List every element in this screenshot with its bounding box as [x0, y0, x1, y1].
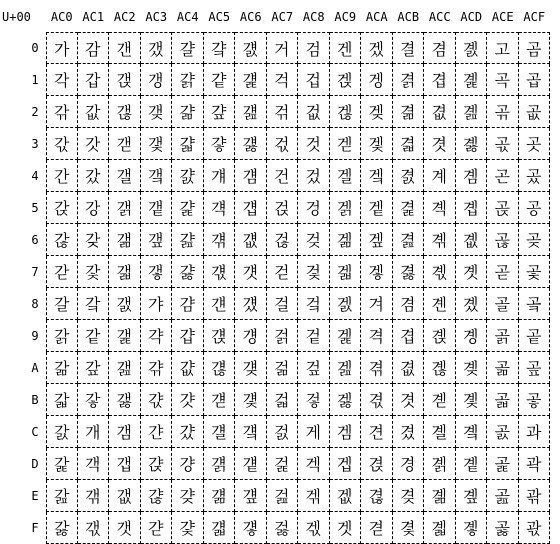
column-header: AC2 [113, 10, 136, 24]
glyph-cell: 갏 [46, 512, 78, 544]
glyph-cell: 갫 [109, 384, 141, 416]
row-header: 2 [31, 105, 39, 119]
column-header: AC6 [239, 10, 262, 24]
glyph-cell: 갓 [78, 128, 110, 160]
glyph-cell: 겻 [424, 128, 456, 160]
glyph-cell: 곪 [487, 352, 519, 384]
glyph-cell: 곕 [456, 192, 488, 224]
glyph-cell: 겘 [330, 288, 362, 320]
glyph-cell: 겻 [393, 384, 425, 416]
glyph-cell: 갧 [109, 256, 141, 288]
glyph-cell: 겔 [330, 160, 362, 192]
row-header: A [31, 361, 39, 375]
glyph-cell: 겎 [298, 480, 330, 512]
glyph-cell: 갲 [141, 96, 173, 128]
glyph-cell: 건 [267, 160, 299, 192]
glyph-cell: 곫 [487, 384, 519, 416]
glyph-cell: 곜 [456, 416, 488, 448]
glyph-cell: 갪 [109, 352, 141, 384]
glyph-cell: 걹 [267, 320, 299, 352]
glyph-cell: 겤 [361, 160, 393, 192]
glyph-cell: 걆 [172, 224, 204, 256]
glyph-cell: 걱 [267, 64, 299, 96]
glyph-cell: 갍 [46, 448, 78, 480]
glyph-cell: 갉 [46, 320, 78, 352]
glyph-cell: 곔 [456, 160, 488, 192]
glyph-cell: 곦 [487, 224, 519, 256]
glyph-cell: 갡 [109, 64, 141, 96]
glyph-cell: 걛 [204, 384, 236, 416]
glyph-cell: 겷 [393, 256, 425, 288]
glyph-cell: 곹 [519, 320, 551, 352]
glyph-cell: 골 [487, 288, 519, 320]
glyph-cell: 갅 [46, 192, 78, 224]
glyph-cell: 걦 [235, 224, 267, 256]
glyph-cell: 겿 [393, 512, 425, 544]
glyph-cell: 갠 [109, 32, 141, 64]
column-header: ACD [460, 10, 483, 24]
glyph-cell: 걑 [204, 64, 236, 96]
row-header: 8 [31, 297, 39, 311]
glyph-cell: 겧 [361, 256, 393, 288]
glyph-cell: 겶 [393, 224, 425, 256]
glyph-cell: 걀 [172, 32, 204, 64]
glyph-cell: 갻 [141, 384, 173, 416]
glyph-cell: 걖 [204, 224, 236, 256]
glyph-cell: 곇 [424, 256, 456, 288]
glyph-cell: 걌 [172, 416, 204, 448]
glyph-cell: 겹 [393, 320, 425, 352]
glyph-cell: 것 [298, 128, 330, 160]
glyph-cell: 갴 [141, 160, 173, 192]
glyph-cell: 걔 [204, 160, 236, 192]
glyph-cell: 갩 [109, 320, 141, 352]
glyph-cell: 갥 [109, 192, 141, 224]
glyph-cell: 걃 [172, 128, 204, 160]
glyph-cell: 강 [78, 192, 110, 224]
glyph-cell: 겁 [298, 64, 330, 96]
glyph-cell: 걪 [235, 352, 267, 384]
row-header: 6 [31, 233, 39, 247]
column-header: AC4 [176, 10, 199, 24]
glyph-cell: 겖 [330, 224, 362, 256]
glyph-cell: 겛 [330, 384, 362, 416]
glyph-cell: 갋 [46, 384, 78, 416]
row-header: 0 [31, 41, 39, 55]
glyph-cell: 겦 [361, 224, 393, 256]
glyph-cell: 걏 [172, 512, 204, 544]
row-header: 5 [31, 201, 39, 215]
glyph-cell: 곷 [519, 256, 551, 288]
glyph-cell: 곛 [456, 384, 488, 416]
glyph-cell: 겢 [361, 96, 393, 128]
glyph-cell: 겪 [361, 352, 393, 384]
glyph-cell: 곞 [456, 480, 488, 512]
glyph-cell: 걝 [204, 448, 236, 480]
glyph-cell: 걘 [204, 288, 236, 320]
glyph-cell: 게 [298, 416, 330, 448]
glyph-cell: 걊 [172, 352, 204, 384]
row-header: 3 [31, 137, 39, 151]
glyph-cell: 걶 [267, 224, 299, 256]
glyph-cell: 걂 [172, 96, 204, 128]
glyph-cell: 갹 [141, 320, 173, 352]
glyph-cell: 겱 [393, 64, 425, 96]
glyph-cell: 겒 [330, 96, 362, 128]
glyph-cell: 갔 [78, 160, 110, 192]
glyph-cell: 겓 [330, 128, 362, 160]
glyph-cell: 겉 [298, 320, 330, 352]
glyph-cell: 갦 [109, 224, 141, 256]
row-header: 7 [31, 265, 39, 279]
glyph-cell: 곴 [519, 160, 551, 192]
glyph-cell: 갂 [46, 96, 78, 128]
glyph-cell: 가 [46, 32, 78, 64]
glyph-cell: 겡 [361, 64, 393, 96]
column-header: ACE [491, 10, 514, 24]
glyph-cell: 겺 [393, 352, 425, 384]
glyph-cell: 감 [78, 32, 110, 64]
glyph-cell: 갤 [109, 160, 141, 192]
glyph-cell: 격 [361, 320, 393, 352]
glyph-cell: 곭 [487, 448, 519, 480]
glyph-cell: 겐 [330, 32, 362, 64]
glyph-cell: 걾 [267, 480, 299, 512]
glyph-cell: 갎 [46, 480, 78, 512]
glyph-cell: 곲 [519, 96, 551, 128]
glyph-cell: 갸 [141, 288, 173, 320]
glyph-cell: 겠 [361, 32, 393, 64]
glyph-cell: 갿 [141, 512, 173, 544]
glyph-cell: 걭 [235, 448, 267, 480]
glyph-cell: 곺 [519, 352, 551, 384]
glyph-cell: 걠 [235, 32, 267, 64]
glyph-cell: 갾 [141, 480, 173, 512]
glyph-cell: 겴 [393, 160, 425, 192]
glyph-cell: 걈 [172, 288, 204, 320]
glyph-cell: 고 [487, 32, 519, 64]
glyph-cell: 갗 [78, 256, 110, 288]
glyph-cell: 겏 [298, 512, 330, 544]
glyph-cell: 곾 [519, 480, 551, 512]
glyph-cell: 걐 [204, 32, 236, 64]
glyph-cell: 겋 [298, 384, 330, 416]
glyph-cell: 걽 [267, 448, 299, 480]
glyph-cell: 겕 [330, 192, 362, 224]
glyph-cell: 값 [78, 96, 110, 128]
glyph-cell: 걣 [235, 128, 267, 160]
glyph-cell: 곤 [487, 160, 519, 192]
glyph-cell: 겸 [424, 32, 456, 64]
row-header: E [31, 489, 39, 503]
glyph-cell: 걸 [267, 288, 299, 320]
glyph-cell: 검 [298, 32, 330, 64]
glyph-cell: 걒 [204, 96, 236, 128]
glyph-cell: 결 [393, 32, 425, 64]
glyph-cell: 갺 [141, 352, 173, 384]
glyph-cell: 걅 [172, 192, 204, 224]
glyph-cell: 걁 [172, 64, 204, 96]
glyph-cell: 곣 [487, 128, 519, 160]
glyph-cell: 걉 [172, 320, 204, 352]
glyph-cell: 곯 [487, 512, 519, 544]
glyph-cell: 같 [78, 320, 110, 352]
glyph-cell: 갑 [78, 64, 110, 96]
glyph-cell: 겇 [298, 256, 330, 288]
glyph-cell: 갯 [109, 512, 141, 544]
row-header: 9 [31, 329, 39, 343]
glyph-cell: 겂 [298, 96, 330, 128]
column-header: AC5 [208, 10, 231, 24]
glyph-cell: 갛 [78, 384, 110, 416]
glyph-cell: 걳 [267, 128, 299, 160]
glyph-cell: 겜 [330, 416, 362, 448]
glyph-cell: 곻 [519, 384, 551, 416]
glyph-cell: 곊 [424, 352, 456, 384]
glyph-cell: 갷 [141, 256, 173, 288]
glyph-cell: 곈 [424, 288, 456, 320]
glyph-cell: 겵 [393, 192, 425, 224]
glyph-cell: 곏 [424, 512, 456, 544]
glyph-cell: 걄 [172, 160, 204, 192]
glyph-cell: 경 [393, 448, 425, 480]
glyph-cell: 겟 [330, 512, 362, 544]
glyph-cell: 곆 [424, 224, 456, 256]
glyph-cell: 곅 [424, 192, 456, 224]
glyph-cell: 공 [519, 192, 551, 224]
glyph-cell: 곒 [456, 96, 488, 128]
glyph-cell: 곱 [519, 64, 551, 96]
glyph-cell: 곌 [424, 416, 456, 448]
glyph-cell: 걡 [235, 64, 267, 96]
column-header: AC8 [302, 10, 325, 24]
glyph-cell: 겫 [361, 384, 393, 416]
glyph-cell: 곎 [424, 480, 456, 512]
glyph-cell: 곮 [487, 480, 519, 512]
glyph-cell: 갱 [141, 64, 173, 96]
glyph-cell: 걼 [267, 416, 299, 448]
glyph-cell: 곽 [519, 448, 551, 480]
glyph-cell: 걓 [204, 128, 236, 160]
glyph-cell: 걢 [235, 96, 267, 128]
glyph-cell: 겳 [393, 128, 425, 160]
glyph-cell: 겆 [298, 224, 330, 256]
row-header: F [31, 521, 39, 535]
glyph-cell: 갰 [141, 32, 173, 64]
glyph-cell: 갈 [46, 288, 78, 320]
glyph-cell: 겹 [424, 64, 456, 96]
glyph-cell: 걗 [204, 256, 236, 288]
column-header: ACF [523, 10, 546, 24]
glyph-cell: 간 [46, 160, 78, 192]
glyph-cell: 겨 [361, 288, 393, 320]
glyph-cell: 갬 [109, 416, 141, 448]
glyph-cell: 갌 [46, 416, 78, 448]
glyph-cell: 걚 [204, 352, 236, 384]
glyph-cell: 곰 [519, 32, 551, 64]
glyph-cell: 곩 [487, 320, 519, 352]
glyph-cell: 겍 [298, 448, 330, 480]
glyph-cell: 곸 [519, 288, 551, 320]
glyph-cell: 곙 [456, 320, 488, 352]
glyph-cell: 겙 [330, 320, 362, 352]
glyph-cell: 걫 [235, 384, 267, 416]
glyph-cell: 걬 [235, 416, 267, 448]
glyph-cell: 갆 [46, 224, 78, 256]
glyph-cell: 겾 [393, 480, 425, 512]
glyph-cell: 겺 [424, 96, 456, 128]
glyph-cell: 곶 [519, 224, 551, 256]
glyph-cell: 걞 [204, 480, 236, 512]
glyph-cell: 곬 [487, 416, 519, 448]
row-header: 1 [31, 73, 39, 87]
glyph-cell: 걥 [235, 192, 267, 224]
glyph-cell: 갣 [109, 128, 141, 160]
glyph-cell: 갃 [46, 128, 78, 160]
glyph-cell: 곐 [456, 32, 488, 64]
glyph-cell: 갞 [78, 480, 110, 512]
glyph-cell: 걍 [172, 448, 204, 480]
glyph-cell: 개 [78, 416, 110, 448]
glyph-cell: 거 [267, 32, 299, 64]
glyph-cell: 곉 [424, 320, 456, 352]
glyph-cell: 걙 [204, 320, 236, 352]
glyph-cell: 겗 [330, 256, 362, 288]
column-header: AC9 [334, 10, 357, 24]
row-header: D [31, 457, 39, 471]
glyph-cell: 갟 [78, 512, 110, 544]
column-header: AC1 [82, 10, 105, 24]
glyph-cell: 걩 [235, 320, 267, 352]
glyph-cell: 걕 [204, 192, 236, 224]
glyph-cell: 곧 [487, 256, 519, 288]
glyph-cell: 곳 [519, 128, 551, 160]
glyph-cell: 곑 [456, 64, 488, 96]
glyph-cell: 갘 [78, 288, 110, 320]
glyph-cell: 겚 [330, 352, 362, 384]
glyph-cell: 갖 [78, 224, 110, 256]
glyph-cell: 과 [519, 416, 551, 448]
glyph-cell: 곖 [456, 224, 488, 256]
glyph-cell: 갚 [78, 352, 110, 384]
row-header: B [31, 393, 39, 407]
glyph-cell: 걷 [267, 256, 299, 288]
glyph-cell: 겑 [330, 64, 362, 96]
column-header: AC0 [50, 10, 73, 24]
glyph-cell: 갊 [46, 352, 78, 384]
glyph-cell: 갽 [141, 448, 173, 480]
glyph-cell: 계 [424, 160, 456, 192]
glyph-cell: 곢 [487, 96, 519, 128]
glyph-cell: 갨 [109, 288, 141, 320]
glyph-cell: 걻 [267, 384, 299, 416]
glyph-cell: 곘 [456, 288, 488, 320]
glyph-cell: 겄 [298, 160, 330, 192]
glyph-cell: 걜 [204, 416, 236, 448]
glyph-cell: 겥 [361, 192, 393, 224]
glyph-cell: 견 [361, 416, 393, 448]
glyph-cell: 걨 [235, 288, 267, 320]
glyph-cell: 곝 [456, 448, 488, 480]
glyph-cell: 갢 [109, 96, 141, 128]
column-header: AC3 [145, 10, 168, 24]
glyph-cell: 겈 [298, 288, 330, 320]
glyph-cell: 걲 [267, 96, 299, 128]
glyph-cell: 갮 [109, 480, 141, 512]
glyph-cell: 걟 [204, 512, 236, 544]
glyph-cell: 곍 [424, 448, 456, 480]
glyph-cell: 걤 [235, 160, 267, 192]
glyph-cell: 걵 [267, 192, 299, 224]
glyph-cell: 겊 [298, 352, 330, 384]
glyph-cell: 걮 [235, 480, 267, 512]
glyph-cell: 걋 [172, 384, 204, 416]
glyph-cell: 겮 [361, 480, 393, 512]
glyph-cell: 갳 [141, 128, 173, 160]
glyph-cell: 겸 [393, 288, 425, 320]
glyph-cell: 겭 [361, 448, 393, 480]
glyph-cell: 갇 [46, 256, 78, 288]
glyph-cell: 걯 [235, 512, 267, 544]
glyph-cell: 걧 [235, 256, 267, 288]
glyph-cell: 곓 [456, 128, 488, 160]
glyph-cell: 곚 [456, 352, 488, 384]
glyph-cell: 겲 [393, 96, 425, 128]
column-header: ACC [428, 10, 451, 24]
glyph-cell: 객 [78, 448, 110, 480]
glyph-cell: 갼 [141, 416, 173, 448]
glyph-cell: 겼 [393, 416, 425, 448]
glyph-cell: 겝 [330, 448, 362, 480]
glyph-cell: 겅 [298, 192, 330, 224]
corner-label: U+00 [2, 10, 31, 24]
glyph-cell: 겯 [361, 512, 393, 544]
row-header: 4 [31, 169, 39, 183]
glyph-cell: 갭 [109, 448, 141, 480]
glyph-cell: 곟 [456, 512, 488, 544]
glyph-cell: 곿 [519, 512, 551, 544]
glyph-cell: 곗 [456, 256, 488, 288]
column-header: ACB [397, 10, 420, 24]
glyph-cell: 갵 [141, 192, 173, 224]
glyph-cell: 곡 [487, 64, 519, 96]
column-header: AC7 [271, 10, 294, 24]
column-header: ACA [365, 10, 388, 24]
glyph-cell: 곥 [487, 192, 519, 224]
glyph-cell: 겞 [330, 480, 362, 512]
row-header: C [31, 425, 39, 439]
glyph-cell: 갶 [141, 224, 173, 256]
glyph-cell: 걿 [267, 512, 299, 544]
glyph-cell: 곋 [424, 384, 456, 416]
glyph-cell: 걇 [172, 256, 204, 288]
glyph-cell: 겣 [361, 128, 393, 160]
glyph-cell: 걎 [172, 480, 204, 512]
glyph-cell: 각 [46, 64, 78, 96]
glyph-cell: 걺 [267, 352, 299, 384]
